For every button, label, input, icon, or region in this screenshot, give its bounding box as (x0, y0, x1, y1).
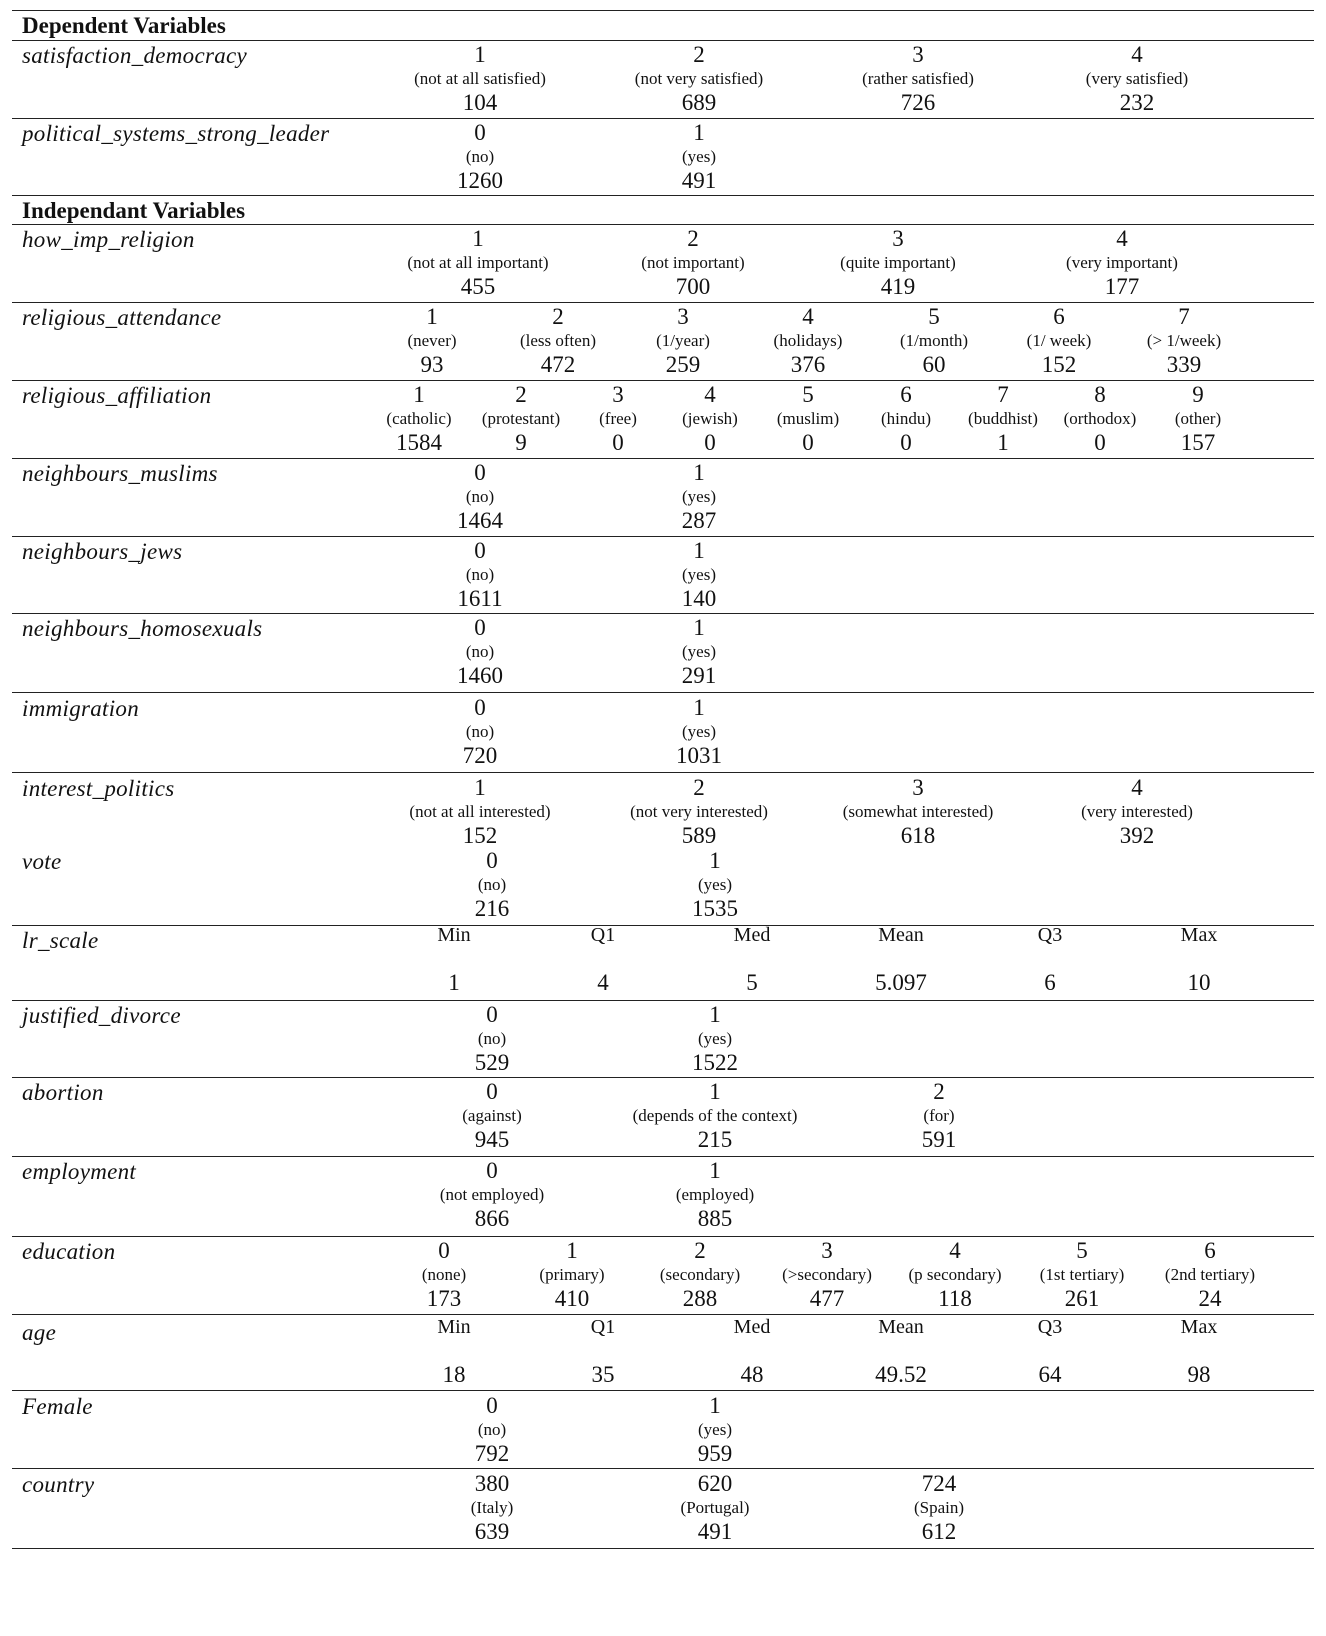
category-cell (405, 461, 555, 533)
category-label: (not important) (641, 253, 745, 272)
variable-name: employment (22, 1159, 137, 1184)
stat-name: Min (437, 924, 471, 946)
category-label: (1/ week) (1026, 331, 1092, 350)
category-label: (Italy) (470, 1498, 514, 1517)
category-cell (405, 616, 555, 688)
category-code: 2 (693, 775, 705, 800)
stat-value: 6 (1044, 970, 1056, 995)
category-code: 0 (486, 1002, 498, 1027)
category-label: (no) (477, 1029, 507, 1048)
summary-stat (543, 1315, 663, 1387)
category-label: (p secondary) (908, 1265, 1002, 1284)
category-label: (Spain) (913, 1498, 965, 1517)
category-label: (other) (1174, 409, 1222, 428)
category-code: 1 (413, 382, 425, 407)
category-label: (employed) (675, 1185, 755, 1204)
category-label: (very satisfied) (1085, 69, 1189, 88)
section-title-independent: Independant Variables (22, 198, 246, 223)
variable-name: neighbours_homosexuals (22, 616, 263, 641)
category-label: (for) (923, 1106, 955, 1125)
category-cell (1027, 776, 1247, 848)
category-count: 259 (665, 352, 701, 377)
category-cell (808, 776, 1028, 848)
category-count: 639 (474, 1519, 510, 1544)
summary-stat (990, 923, 1110, 995)
category-label: (>secondary) (782, 1265, 872, 1284)
category-code: 1 (709, 1158, 721, 1183)
category-cell (1027, 43, 1247, 115)
summary-stat (1139, 923, 1259, 995)
table-rule (12, 1000, 1314, 1001)
category-code: 0 (474, 695, 486, 720)
summary-stat (841, 1315, 961, 1387)
category-cell (808, 43, 1028, 115)
category-label: (no) (465, 487, 495, 506)
stat-value: 49.52 (875, 1362, 927, 1387)
category-cell (1012, 227, 1232, 299)
category-count: 339 (1166, 352, 1202, 377)
category-code: 1 (693, 695, 705, 720)
category-count: 1535 (692, 896, 738, 921)
category-cell (1135, 1239, 1285, 1311)
stat-name: Min (437, 1316, 471, 1338)
variable-name: lr_scale (22, 928, 99, 953)
category-cell (589, 43, 809, 115)
category-count: 140 (681, 586, 717, 611)
stat-value: 98 (1187, 1362, 1211, 1387)
category-count: 0 (1094, 430, 1106, 455)
category-label: (never) (407, 331, 457, 350)
category-count: 291 (681, 663, 717, 688)
table-rule (12, 40, 1314, 41)
category-code: 2 (552, 304, 564, 329)
category-label: (yes) (682, 642, 716, 661)
category-label: (quite important) (840, 253, 956, 272)
category-label: (no) (465, 147, 495, 166)
category-count: 792 (474, 1441, 510, 1466)
variable-name: abortion (22, 1080, 104, 1105)
category-count: 618 (900, 823, 936, 848)
category-count: 945 (474, 1127, 510, 1152)
category-count: 720 (462, 743, 498, 768)
table-rule (12, 1314, 1314, 1315)
category-code: 0 (486, 1079, 498, 1104)
category-cell (370, 776, 590, 848)
stat-value: 18 (442, 1362, 466, 1387)
category-label: (Portugal) (680, 1498, 750, 1517)
category-code: 1 (709, 848, 721, 873)
category-code: 3 (677, 304, 689, 329)
summary-stat (841, 923, 961, 995)
category-label: (muslim) (776, 409, 840, 428)
category-code: 4 (1131, 42, 1143, 67)
category-count: 232 (1119, 90, 1155, 115)
category-cell (405, 696, 555, 768)
category-count: 1584 (396, 430, 442, 455)
category-count: 288 (682, 1286, 718, 1311)
category-count: 376 (790, 352, 826, 377)
variable-name: interest_politics (22, 776, 175, 801)
variable-name: country (22, 1472, 95, 1497)
table-rule (12, 1077, 1314, 1078)
table-rule (12, 1390, 1314, 1391)
stat-name: Q3 (1037, 924, 1063, 946)
variable-name: political_systems_strong_leader (22, 121, 330, 146)
category-count: 866 (474, 1206, 510, 1231)
category-code: 724 (921, 1471, 957, 1496)
stat-value: 4 (597, 970, 609, 995)
category-count: 1611 (457, 586, 503, 611)
category-cell (382, 1080, 602, 1152)
table-rule (12, 1156, 1314, 1157)
table-rule (12, 613, 1314, 614)
category-code: 0 (474, 460, 486, 485)
stat-name: Med (733, 924, 771, 946)
category-cell (1123, 383, 1273, 455)
category-code: 2 (694, 1238, 706, 1263)
table-rule (12, 772, 1314, 773)
category-label: (against) (462, 1106, 522, 1125)
category-label: (very interested) (1081, 802, 1193, 821)
category-label: (not very interested) (630, 802, 768, 821)
variable-name: justified_divorce (22, 1003, 181, 1028)
category-count: 1460 (457, 663, 503, 688)
category-count: 1031 (676, 743, 722, 768)
category-count: 93 (420, 352, 444, 377)
category-code: 4 (1116, 226, 1128, 251)
category-cell (417, 849, 567, 921)
category-label: (yes) (682, 565, 716, 584)
category-cell (624, 696, 774, 768)
category-code: 1 (474, 42, 486, 67)
category-count: 287 (681, 508, 717, 533)
category-count: 589 (681, 823, 717, 848)
category-code: 8 (1094, 382, 1106, 407)
category-count: 726 (900, 90, 936, 115)
category-cell (405, 539, 555, 611)
variable-name: religious_affiliation (22, 383, 212, 408)
category-label: (less often) (519, 331, 596, 350)
table-rule (12, 925, 1314, 926)
stat-value: 48 (740, 1362, 764, 1387)
category-count: 60 (922, 352, 946, 377)
category-code: 7 (1178, 304, 1190, 329)
category-label: (no) (465, 642, 495, 661)
category-label: (rather satisfied) (862, 69, 974, 88)
stat-value: 5 (746, 970, 758, 995)
variable-name: vote (22, 849, 62, 874)
category-code: 3 (892, 226, 904, 251)
category-code: 380 (474, 1471, 510, 1496)
table-rule (12, 692, 1314, 693)
stat-value: 10 (1187, 970, 1211, 995)
category-cell (640, 1472, 790, 1544)
category-label: (hindu) (880, 409, 932, 428)
variable-name: neighbours_jews (22, 539, 183, 564)
category-count: 177 (1104, 274, 1140, 299)
category-code: 1 (709, 1079, 721, 1104)
category-label: (depends of the context) (632, 1106, 798, 1125)
table-rule (12, 118, 1314, 119)
category-label: (primary) (539, 1265, 605, 1284)
category-label: (buddhist) (968, 409, 1038, 428)
category-label: (yes) (682, 147, 716, 166)
category-code: 620 (697, 1471, 733, 1496)
category-label: (jewish) (682, 409, 738, 428)
stat-value: 5.097 (875, 970, 927, 995)
variable-name: age (22, 1320, 57, 1345)
category-cell (640, 1394, 790, 1466)
category-code: 0 (486, 1158, 498, 1183)
category-label: (yes) (698, 875, 732, 894)
summary-stat (394, 1315, 514, 1387)
category-code: 5 (928, 304, 940, 329)
variable-name: satisfaction_democracy (22, 43, 248, 68)
summary-stat (394, 923, 514, 995)
stat-value: 35 (591, 1362, 615, 1387)
category-cell (624, 616, 774, 688)
table-rule (12, 195, 1314, 196)
category-code: 1 (566, 1238, 578, 1263)
category-code: 2 (515, 382, 527, 407)
category-code: 0 (474, 120, 486, 145)
category-count: 0 (802, 430, 814, 455)
category-count: 591 (921, 1127, 957, 1152)
table-rule (12, 458, 1314, 459)
category-cell (417, 1003, 567, 1075)
category-label: (very important) (1066, 253, 1178, 272)
category-code: 3 (612, 382, 624, 407)
category-label: (> 1/week) (1146, 331, 1222, 350)
category-count: 152 (462, 823, 498, 848)
table-rule (12, 302, 1314, 303)
category-code: 5 (1076, 1238, 1088, 1263)
table-rule (12, 1468, 1314, 1469)
category-code: 4 (704, 382, 716, 407)
summary-stat (990, 1315, 1110, 1387)
category-count: 0 (704, 430, 716, 455)
category-count: 689 (681, 90, 717, 115)
category-count: 173 (426, 1286, 462, 1311)
table-rule (12, 1548, 1314, 1549)
category-code: 1 (693, 538, 705, 563)
category-label: (yes) (682, 722, 716, 741)
category-cell (370, 43, 590, 115)
category-label: (yes) (698, 1420, 732, 1439)
summary-stat (543, 923, 663, 995)
category-label: (no) (465, 565, 495, 584)
category-count: 261 (1064, 1286, 1100, 1311)
category-cell (368, 227, 588, 299)
category-label: (not at all important) (407, 253, 549, 272)
summary-stat (692, 1315, 812, 1387)
category-count: 9 (515, 430, 527, 455)
category-count: 157 (1180, 430, 1216, 455)
category-count: 455 (460, 274, 496, 299)
category-cell (405, 121, 555, 193)
category-count: 529 (474, 1050, 510, 1075)
category-label: (1/month) (900, 331, 968, 350)
category-count: 700 (675, 274, 711, 299)
category-label: (not at all satisfied) (414, 69, 546, 88)
variable-name: religious_attendance (22, 305, 222, 330)
category-cell (417, 1472, 567, 1544)
category-label: (holidays) (773, 331, 843, 350)
stat-name: Mean (878, 924, 924, 946)
category-code: 4 (1131, 775, 1143, 800)
category-label: (1/year) (656, 331, 710, 350)
category-label: (no) (465, 722, 495, 741)
category-code: 3 (912, 42, 924, 67)
category-label: (somewhat interested) (842, 802, 994, 821)
category-code: 1 (472, 226, 484, 251)
category-count: 472 (540, 352, 576, 377)
category-label: (no) (477, 1420, 507, 1439)
category-label: (protestant) (481, 409, 561, 428)
category-code: 1 (474, 775, 486, 800)
category-cell (417, 1394, 567, 1466)
stat-name: Q1 (590, 1316, 616, 1338)
category-cell (624, 461, 774, 533)
category-count: 1260 (457, 168, 503, 193)
category-count: 491 (681, 168, 717, 193)
category-label: (no) (477, 875, 507, 894)
category-code: 0 (438, 1238, 450, 1263)
category-label: (free) (599, 409, 637, 428)
category-code: 6 (900, 382, 912, 407)
category-label: (catholic) (386, 409, 452, 428)
category-code: 9 (1192, 382, 1204, 407)
category-count: 410 (554, 1286, 590, 1311)
category-code: 6 (1053, 304, 1065, 329)
category-count: 152 (1041, 352, 1077, 377)
category-count: 612 (921, 1519, 957, 1544)
category-label: (not employed) (439, 1185, 545, 1204)
category-count: 216 (474, 896, 510, 921)
category-label: (not at all interested) (409, 802, 551, 821)
category-code: 1 (693, 460, 705, 485)
stat-name: Max (1180, 1316, 1218, 1338)
category-label: (2nd tertiary) (1164, 1265, 1256, 1284)
category-code: 1 (693, 120, 705, 145)
category-label: (none) (421, 1265, 467, 1284)
table-rule (12, 1236, 1314, 1237)
stat-name: Med (733, 1316, 771, 1338)
category-count: 0 (900, 430, 912, 455)
category-cell (640, 1159, 790, 1231)
category-code: 1 (426, 304, 438, 329)
category-code: 1 (709, 1393, 721, 1418)
category-count: 959 (697, 1441, 733, 1466)
category-code: 0 (474, 615, 486, 640)
category-count: 885 (697, 1206, 733, 1231)
category-code: 1 (709, 1002, 721, 1027)
category-cell (417, 1159, 567, 1231)
category-cell (624, 121, 774, 193)
category-code: 2 (687, 226, 699, 251)
category-code: 2 (693, 42, 705, 67)
category-count: 24 (1198, 1286, 1222, 1311)
category-code: 4 (802, 304, 814, 329)
summary-stat (1139, 1315, 1259, 1387)
category-label: (yes) (698, 1029, 732, 1048)
category-label: (not very satisfied) (634, 69, 764, 88)
category-code: 3 (912, 775, 924, 800)
category-cell (640, 1003, 790, 1075)
category-count: 477 (809, 1286, 845, 1311)
summary-stat (692, 923, 812, 995)
stat-value: 64 (1038, 1362, 1062, 1387)
category-count: 419 (880, 274, 916, 299)
category-count: 491 (697, 1519, 733, 1544)
category-label: (1st tertiary) (1039, 1265, 1125, 1284)
category-code: 0 (486, 1393, 498, 1418)
section-title-dependent: Dependent Variables (22, 13, 226, 38)
category-cell (583, 227, 803, 299)
category-count: 215 (697, 1127, 733, 1152)
category-code: 5 (802, 382, 814, 407)
category-count: 1522 (692, 1050, 738, 1075)
category-code: 7 (997, 382, 1009, 407)
stat-name: Q1 (590, 924, 616, 946)
variable-name: Female (22, 1394, 93, 1419)
category-count: 118 (938, 1286, 972, 1311)
table-rule (12, 224, 1314, 225)
category-count: 0 (612, 430, 624, 455)
stat-value: 1 (448, 970, 460, 995)
variable-name: education (22, 1239, 116, 1264)
category-cell (624, 539, 774, 611)
category-code: 3 (821, 1238, 833, 1263)
category-count: 392 (1119, 823, 1155, 848)
category-code: 2 (933, 1079, 945, 1104)
category-label: (yes) (682, 487, 716, 506)
stat-name: Max (1180, 924, 1218, 946)
stat-name: Q3 (1037, 1316, 1063, 1338)
category-code: 1 (693, 615, 705, 640)
category-code: 0 (474, 538, 486, 563)
category-cell (605, 1080, 825, 1152)
variable-name: how_imp_religion (22, 227, 195, 252)
category-cell (788, 227, 1008, 299)
category-cell (589, 776, 809, 848)
category-count: 1 (997, 430, 1009, 455)
table-rule (12, 536, 1314, 537)
variable-name: immigration (22, 696, 140, 721)
category-label: (orthodox) (1063, 409, 1137, 428)
category-cell (829, 1080, 1049, 1152)
category-cell (640, 849, 790, 921)
category-code: 6 (1204, 1238, 1216, 1263)
category-count: 1464 (457, 508, 503, 533)
category-count: 104 (462, 90, 498, 115)
table-rule (12, 10, 1314, 11)
category-code: 0 (486, 848, 498, 873)
category-label: (secondary) (659, 1265, 741, 1284)
category-cell (1109, 305, 1259, 377)
variable-name: neighbours_muslims (22, 461, 218, 486)
stat-name: Mean (878, 1316, 924, 1338)
category-code: 4 (949, 1238, 961, 1263)
category-cell (864, 1472, 1014, 1544)
table-rule (12, 380, 1314, 381)
